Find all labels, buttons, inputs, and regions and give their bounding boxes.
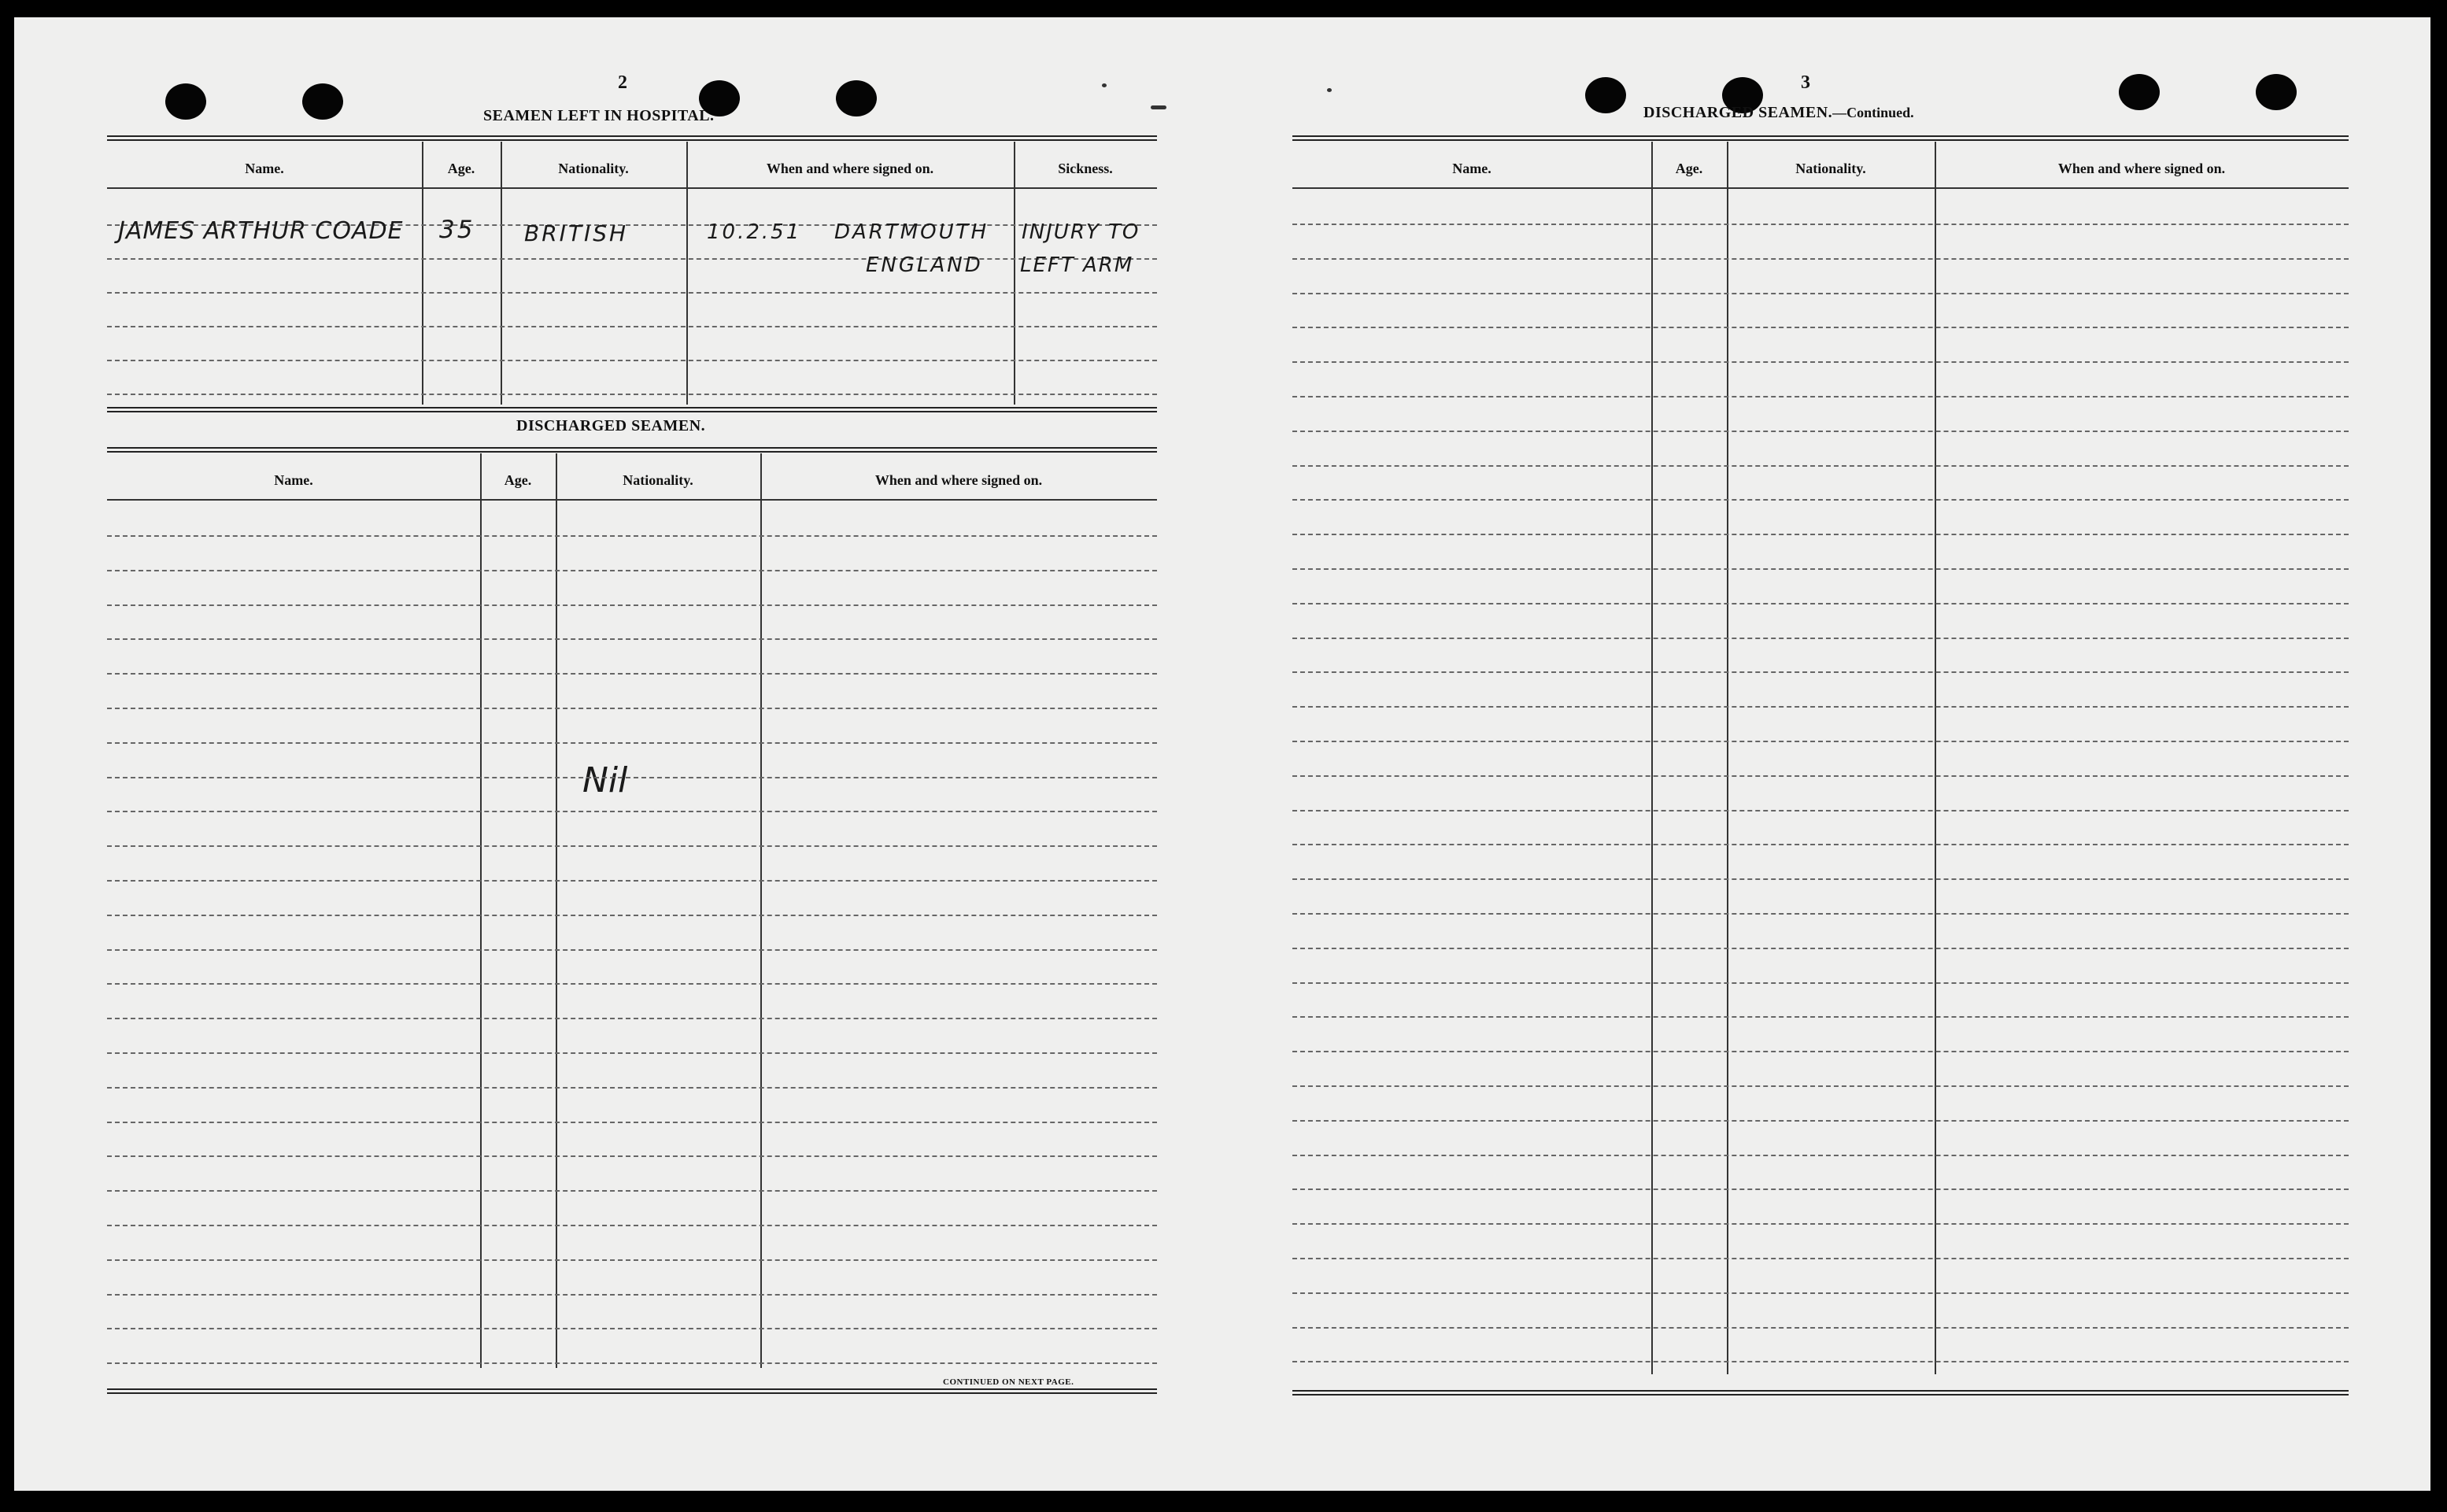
- punch-hole: [836, 80, 877, 116]
- ruled-line: [107, 708, 1157, 709]
- col-header-signed-on: When and where signed on.: [874, 472, 1043, 488]
- ruled-line: [1292, 1258, 2349, 1259]
- ruled-line: [1292, 603, 2349, 604]
- ruled-line: [1292, 844, 2349, 845]
- col-header-nationality: Nationality.: [1795, 161, 1866, 176]
- ruled-line: [107, 1122, 1157, 1123]
- ruled-line: [1292, 1189, 2349, 1190]
- entry-signed-on-place-1: DARTMOUTH: [834, 220, 989, 244]
- punch-hole: [165, 83, 206, 120]
- ruled-line: [1292, 1155, 2349, 1156]
- ruled-line: [1292, 224, 2349, 225]
- ruled-line: [1292, 327, 2349, 328]
- ruled-line: [1292, 465, 2349, 467]
- ruled-line: [107, 673, 1157, 675]
- ruled-line: [1292, 396, 2349, 397]
- ruled-line: [107, 777, 1157, 778]
- section-title-suffix: —Continued.: [1832, 105, 1914, 120]
- ruled-line: [107, 1294, 1157, 1296]
- col-header-nationality: Nationality.: [623, 472, 693, 488]
- ruled-line: [107, 570, 1157, 571]
- ruled-line: [1292, 431, 2349, 432]
- col-header-signed-on: When and where signed on.: [2057, 161, 2226, 176]
- ruled-line: [1292, 1120, 2349, 1122]
- ruled-line: [107, 1087, 1157, 1089]
- col-header-name: Name.: [245, 161, 284, 176]
- ruled-line: [107, 742, 1157, 744]
- ruled-line: [107, 1052, 1157, 1054]
- ruled-line: [1292, 293, 2349, 294]
- ruled-line: [1292, 775, 2349, 777]
- entry-signed-on-place-2: ENGLAND: [866, 253, 983, 277]
- discharged-continued-title: [1643, 104, 1914, 122]
- col-header-age: Age.: [1675, 161, 1703, 176]
- discharged-table-left: [107, 447, 1157, 1396]
- ruled-line: [1292, 706, 2349, 708]
- ruled-line: [1292, 1327, 2349, 1329]
- nil-note: Nil: [582, 760, 628, 800]
- ruled-line: [107, 604, 1157, 606]
- col-header-signed-on: When and where signed on.: [766, 161, 934, 176]
- col-header-age: Age.: [504, 472, 532, 488]
- ruled-line: [1292, 913, 2349, 915]
- ruled-line: [107, 1225, 1157, 1226]
- entry-age: 35: [439, 216, 475, 244]
- ruled-line: [107, 638, 1157, 640]
- ruled-line: [107, 949, 1157, 951]
- ruled-line: [107, 1155, 1157, 1157]
- ruled-line: [1292, 258, 2349, 260]
- col-header-age: Age.: [447, 161, 475, 176]
- ruled-line: [1292, 1223, 2349, 1225]
- hospital-table: [107, 135, 1157, 427]
- ruled-line: [107, 1362, 1157, 1364]
- discharged-section-title: DISCHARGED SEAMEN.: [516, 417, 706, 434]
- section-title-text: DISCHARGED SEAMEN.: [1643, 104, 1833, 121]
- register-sheet: [14, 17, 2430, 1491]
- ruled-line: [1292, 1051, 2349, 1052]
- ruled-line: [1292, 361, 2349, 363]
- hospital-section-title: SEAMEN LEFT IN HOSPITAL.: [483, 107, 715, 124]
- ruled-line: [107, 983, 1157, 985]
- entry-name: JAMES ARTHUR COADE: [118, 217, 404, 245]
- ruled-line: [1292, 1016, 2349, 1018]
- page-number-right: 3: [1801, 72, 1810, 93]
- entry-signed-on-date: 10.2.51: [707, 220, 802, 244]
- col-header-nationality: Nationality.: [558, 161, 629, 176]
- ruled-line: [107, 845, 1157, 847]
- ruled-line: [1292, 499, 2349, 501]
- ruled-line: [107, 1018, 1157, 1019]
- ruled-line: [107, 1190, 1157, 1192]
- col-header-sickness: Sickness.: [1058, 161, 1113, 176]
- ruled-line: [1292, 878, 2349, 880]
- ruled-line: [1292, 1085, 2349, 1087]
- ruled-line: [1292, 568, 2349, 570]
- discharged-table-right: [1292, 135, 2349, 1399]
- col-header-name: Name.: [1452, 161, 1491, 176]
- ruled-line: [1292, 1361, 2349, 1362]
- ink-speck: [1327, 88, 1332, 92]
- punch-hole: [2119, 74, 2160, 110]
- ruled-line: [1292, 1292, 2349, 1294]
- ruled-line: [1292, 638, 2349, 639]
- ruled-line: [1292, 671, 2349, 673]
- ink-speck: [1151, 105, 1166, 109]
- entry-sickness-1: INJURY TO: [1022, 220, 1140, 244]
- entry-sickness-2: LEFT ARM: [1020, 253, 1134, 277]
- ruled-line: [1292, 982, 2349, 984]
- col-header-name: Name.: [274, 472, 313, 488]
- entry-nationality: BRITISH: [524, 220, 629, 246]
- ink-speck: [1102, 83, 1107, 87]
- ruled-line: [1292, 741, 2349, 742]
- page-number-left: 2: [618, 72, 627, 93]
- punch-hole: [302, 83, 343, 120]
- punch-hole: [2256, 74, 2297, 110]
- punch-hole: [1585, 77, 1626, 113]
- continued-note: CONTINUED ON NEXT PAGE.: [943, 1377, 1074, 1387]
- ruled-line: [1292, 948, 2349, 949]
- ruled-line: [107, 1328, 1157, 1329]
- ruled-line: [1292, 810, 2349, 811]
- ruled-line: [107, 915, 1157, 916]
- ruled-line: [107, 811, 1157, 812]
- ruled-line: [1292, 534, 2349, 535]
- ruled-line: [107, 1259, 1157, 1261]
- ruled-line: [107, 535, 1157, 537]
- ruled-line: [107, 880, 1157, 882]
